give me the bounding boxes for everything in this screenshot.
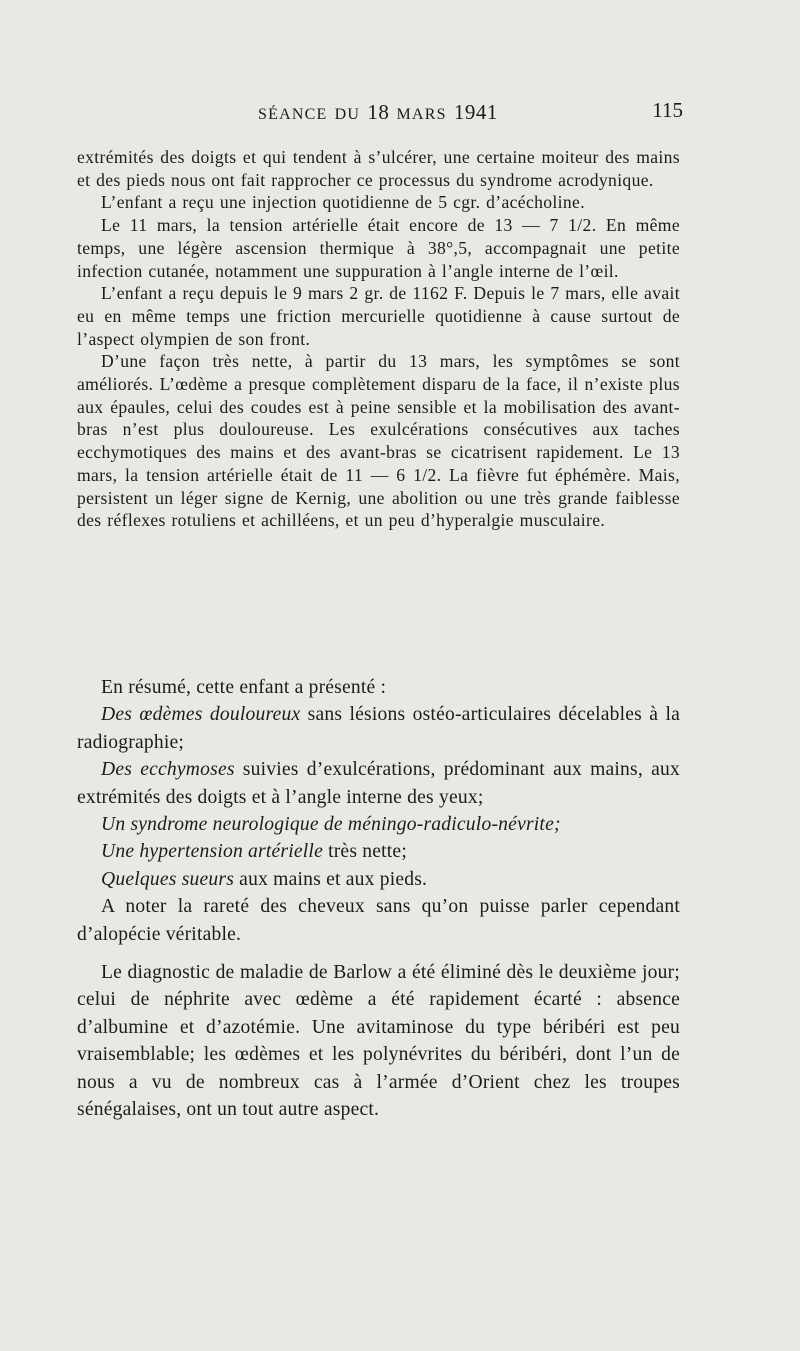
summary-item-text: suivies d’exulcérations, prédominant aux mains, aux extrémités des doigts et à l’angle interne des yeux; [77,759,680,808]
summary-item [77,866,680,893]
page-header [0,100,800,130]
summary-item [77,838,680,865]
summary-note: A noter la rareté des cheveux sans qu’on puisse parler cependant d’alopécie véritable. [77,896,680,945]
summary-item-term: Quelques sueurs [101,868,235,890]
summary-item [77,811,680,838]
running-head-month: MARS [396,106,447,123]
paragraph: L’enfant a reçu une injection quotidienne de 5 cgr. d’acécholine. [101,192,585,213]
paragraph: extrémités des doigts et qui tendent à s’ulcérer, une certaine moiteur des mains et des pieds nous ont fait rapprocher ce processus du syndrome acrodynique. [77,147,680,190]
page-number: 115 [652,98,683,122]
summary-item-term: Des œdèmes douloureux [101,704,301,726]
summary-item-text: très nette; [322,841,407,863]
body-text [77,146,680,532]
summary-item-term: Des ecchymoses [101,759,235,781]
summary-section [77,674,680,1124]
running-head-day: 18 [367,100,390,124]
running-head-prefix: SÉANCE DU [258,106,361,123]
summary-item-text: aux mains et aux pieds. [234,868,428,890]
running-head [258,100,498,125]
summary-intro: En résumé, cette enfant a présenté : [101,677,387,698]
summary-item [77,701,680,756]
running-head-year: 1941 [453,100,498,124]
paragraph: Le 11 mars, la tension artérielle était encore de 13 — 7 1/2. En même temps, une légère ascension thermique à 38°,5, accompagnait une petite infection cutanée, notamment une suppuration à l’angle interne de l’œil. [77,215,680,281]
diagnostic-paragraph: Le diagnostic de maladie de Barlow a été éliminé dès le deuxième jour; celui de néphrite avec œdème a été rapidement écarté : absence d’albumine et d’azotémie. Une avitaminose du type béribéri est peu vraisemblable; les œdèmes et les polynévrites du béribéri, dont l’un de nous a vu de nombreux cas à l’armée d’Orient chez les troupes sénégalaises, ont un tout autre aspect. [77,962,680,1121]
summary-item-text: sans lésions ostéo-articulaires décelables à la radiographie; [77,704,680,753]
summary-item-term: Une hypertension artérielle [101,841,323,863]
summary-item [77,756,680,811]
summary-item-term: Un syndrome neurologique de méningo-radiculo-névrite; [101,814,561,836]
paragraph: L’enfant a reçu depuis le 9 mars 2 gr. de 1162 F. Depuis le 7 mars, elle avait eu en même temps une friction mercurielle quotidienne à cause surtout de l’aspect olympien de son front. [77,283,680,349]
paragraph: D’une façon très nette, à partir du 13 mars, les symptômes se sont améliorés. L’œdème a presque complètement disparu de la face, il n’existe plus aux épaules, celui des coudes est à peine sensible et la mobilisation des avant-bras n’est plus douloureuse. Les exulcérations consécutives aux taches ecchymotiques des mains et des avant-bras se cicatrisent rapidement. Le 13 mars, la tension artérielle était de 11 — 6 1/2. La fièvre fut éphémère. Mais, persistent un léger signe de Kernig, une abolition ou une très grande faiblesse des réflexes rotuliens et achilléens, et un peu d’hyperalgie musculaire. [77,351,680,531]
